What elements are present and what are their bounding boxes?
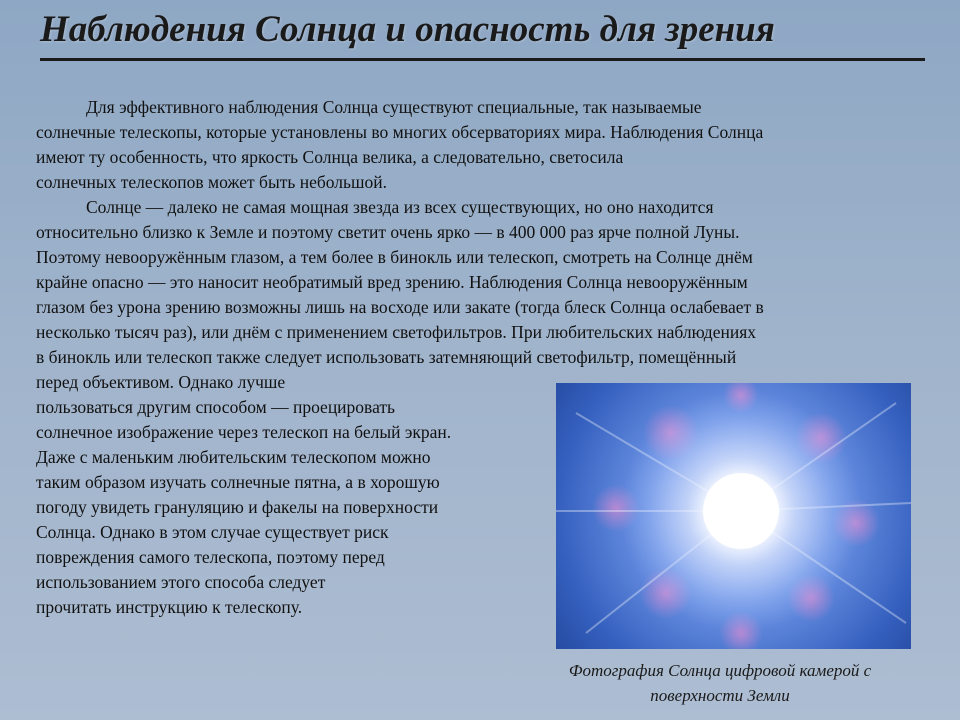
text-line: имеют ту особенность, что яркость Солнца велика, а следовательно, светосила [36,147,624,167]
text-line: Солнце — далеко не самая мощная звезда из всех существующих, но оно находится [86,197,714,217]
text-line: Солнца. Однако в этом случае существует риск [36,522,389,542]
text-line: Для эффективного наблюдения Солнца существуют специальные, так называемые [86,97,702,117]
text-line: использованием этого способа следует [36,572,326,592]
page-title: Наблюдения Солнца и опасность для зрения [40,9,775,50]
text-line: солнечных телескопов может быть небольшой. [36,172,387,192]
text-line: в бинокль или телескоп также следует использовать затемняющий светофильтр, помещённый [36,347,737,367]
text-line: солнечное изображение через телескоп на белый экран. [36,422,452,442]
text-line: таким образом изучать солнечные пятна, а в хорошую [36,472,440,492]
text-line: погоду увидеть грануляцию и факелы на поверхности [36,497,439,517]
title-underline [40,58,925,61]
text-line: Даже с маленьким любительским телескопом можно [36,447,431,467]
paragraph-1 [36,95,763,195]
text-line: относительно близко к Земле и поэтому светит очень ярко — в 400 000 раз ярче полной Луны. [36,222,740,242]
text-line: глазом без урона зрению возможны лишь на восходе или закате (тогда блеск Солнца ослабевает в [36,297,764,317]
text-line: крайне опасно — это наносит необратимый вред зрению. Наблюдения Солнца невооружённым [36,272,748,292]
sun-image [556,383,911,649]
text-line: Поэтому невооружённым глазом, а тем более в бинокль или телескоп, смотреть на Солнце днём [36,247,753,267]
caption-line: Фотография Солнца цифровой камерой с [568,661,872,680]
caption-line: поверхности Земли [650,686,790,705]
text-line: пользоваться другим способом — проецировать [36,397,396,417]
text-line: несколько тысяч раз), или днём с применением светофильтров. При любительских наблюдениях [36,322,756,342]
text-line: перед объективом. Однако лучше [36,372,286,392]
text-line: прочитать инструкцию к телескопу. [36,597,303,617]
photo-caption [520,658,920,708]
sun-photo [556,383,911,649]
text-line: солнечные телескопы, которые установлены во многих обсерваториях мира. Наблюдения Солнца [36,122,764,142]
text-line: повреждения самого телескопа, поэтому перед [36,547,385,567]
